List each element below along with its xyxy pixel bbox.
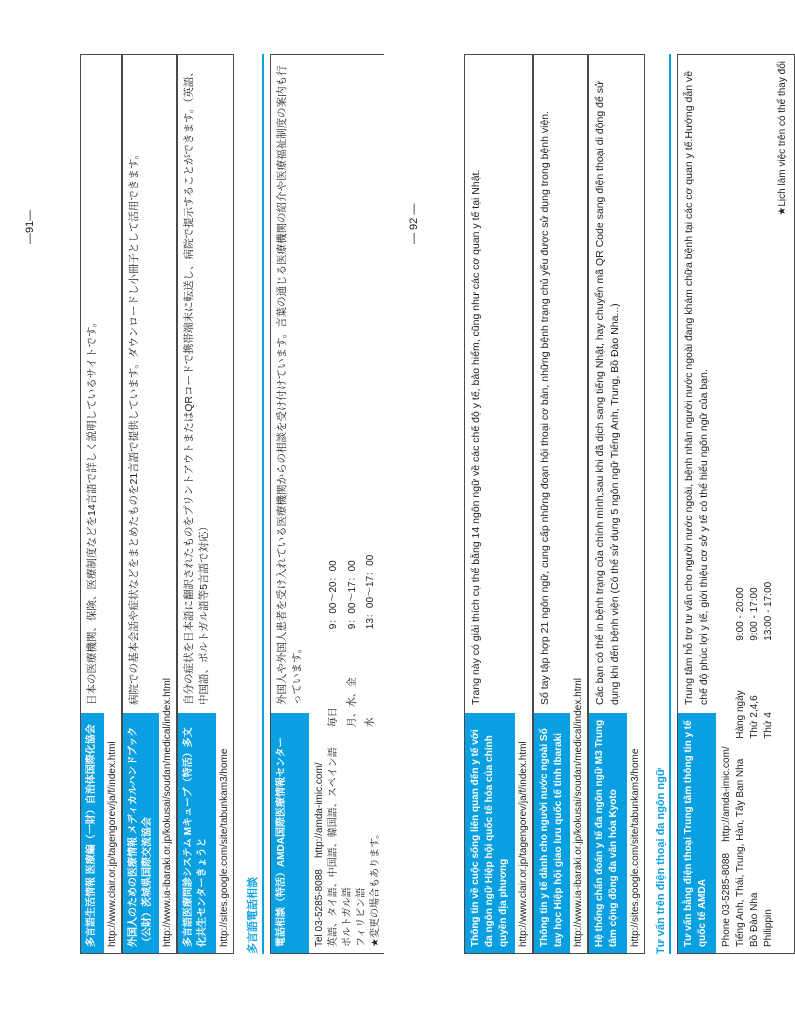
info-row-url[interactable]: http://www.clair.or.jp/tagengorev/ja/f/index.html — [104, 54, 122, 954]
info-row-title: 多言語生活情報 医療編（一財）自治体国際化協会 — [81, 713, 104, 953]
change-note: ★Lịch làm việc trên có thể thay đổi — [777, 61, 788, 216]
hours-time: 9:00 - 20:00 — [735, 587, 746, 641]
hours-days: Thứ 4 — [763, 712, 774, 739]
section-title: 多言語電話相談 — [244, 54, 264, 954]
hours-time: 9:00 - 17:00 — [749, 587, 760, 641]
contact-url[interactable]: http://amda-imic.com/ — [314, 762, 325, 859]
info-row-title: Thông tin y tế dành cho người nước ngoài Sổ tay học Hiệp hội giao lưu quốc tế tỉnh Ibaraki — [534, 713, 570, 953]
info-row-description: 病院での基本会話や症状などをまとめたものを21言語で提供しています。ダウンロードし小冊子として活用できます。 — [128, 149, 140, 705]
contact-block — [309, 54, 388, 954]
info-row-title: Hệ thống chẩn đoán y tế đa ngôn ngữ M3 Trung tâm cộng đồng đa văn hóa Kyoto — [589, 713, 627, 953]
hours-days: 水 — [365, 717, 377, 728]
info-row — [464, 54, 515, 954]
hours-table — [734, 541, 776, 739]
japanese-page — [0, 0, 384, 1024]
info-row — [177, 54, 216, 954]
info-row — [122, 54, 159, 954]
info-row-title: Thông tin về cuộc sống liên quan đến y tế với đa ngôn ngữ Hiệp hội quốc tế hóa của chính quyền địa phương — [465, 713, 515, 953]
section-title: Tư vấn trên điện thoại đa ngôn ngữ — [655, 54, 671, 954]
info-row-description: Các bạn có thể in bệnh trạng của chính mình,sau khi đã dịch sang tiếng Nhật, hay chuyển mã QR Code sang điện thoại di động để sử dụng khi đến bệnh viện (Có thể sử dụng 5 ngôn ngữ Tiếng Anh, Trung, Bồ Đào Nha...) — [594, 80, 621, 705]
info-row-description: Sổ tay tập hợp 21 ngôn ngữ, cung cấp những đoạn hội thoại cơ bản, những bệnh trạng chủ yếu được sử dụng trong bệnh viện. — [539, 110, 551, 705]
hours-days: 月、水、金 — [346, 677, 358, 728]
hours-time: 9：00～17：00 — [346, 560, 358, 630]
languages-line: Tiếng Anh, Thái, Trung, Hàn, Tây Ban Nha — [735, 758, 746, 947]
hours-days: 毎日 — [328, 707, 339, 728]
phone-consult-row — [677, 54, 716, 954]
phone-consult-title: 電話相談（特活）AMDA国際医療情報センター — [271, 713, 309, 953]
hours-table — [327, 529, 383, 727]
info-row-url[interactable]: http://sites.google.com/site/tabunkam3/home — [216, 54, 234, 954]
page-number: — 92 — — [408, 203, 420, 244]
contact-url[interactable]: http://amda-imic.com/ — [721, 746, 732, 842]
info-row-description: 日本の医療機関、保険、医療制度などを14言語で詳しく説明しているサイトです。 — [86, 316, 98, 705]
page-number: —91— — [24, 209, 36, 244]
info-row-title: 多言語医療問診システム Mキューブ（特活）多文化共生センターきょうと — [178, 713, 216, 953]
info-row — [80, 54, 104, 954]
vietnamese-page-content — [464, 54, 788, 954]
phone-number[interactable]: Phone 03-5285-8088 — [721, 853, 732, 947]
info-row — [533, 54, 570, 954]
languages-line: ポルトガル語 — [342, 887, 353, 947]
phone-consult-description: Trung tâm hỗ trợ tư vấn cho người nước ngoài, bệnh nhân người nước ngoài đang khám chữa bệnh tại các cơ quan y tế.Hướng dẫn về chế độ phúc lợi y tế, giới thiệu cơ sở y tế có thể hiểu ngôn ngữ của bạn. — [683, 70, 710, 705]
phone-consult-description: 外国人や外国人患者を受け入れている医療機関からの相談を受け付けています。言葉の通じる医療機関の紹介や医療福祉制度の案内も行っています。 — [276, 65, 303, 705]
info-row-description: 自分の症状を日本語に翻訳されたものをプリントアウトまたはQRコードで携帯端末に転送し、病院で提示することができます。（英語、中国語、ポルトガル語等5言語で対応） — [183, 66, 210, 705]
languages-line: Philippin — [763, 909, 774, 947]
phone-consult-title: Tư vấn bằng điện thoại Trung tâm thông tin y tế quốc tế AMDA — [678, 713, 716, 953]
vietnamese-page — [384, 0, 788, 1024]
hours-time: 9：00～20：00 — [328, 560, 339, 630]
languages-line: 英語、タイ語、中国語、韓国語、スペイン語 — [328, 747, 339, 947]
hours-days: Hàng ngày — [735, 690, 746, 739]
info-row-url[interactable]: http://www.clair.or.jp/tagengorev/ja/f/index.html — [515, 54, 533, 954]
hours-time: 13：00～17：00 — [365, 554, 377, 630]
info-row-description: Trang này có giải thích cụ thể bằng 14 ngôn ngữ về các chế độ y tế, bảo hiểm, cũng như các cơ quan y tế tại Nhật. — [470, 169, 482, 705]
hours-days: Thứ 2,4,6 — [749, 695, 760, 739]
info-row — [588, 54, 627, 954]
info-row-title: 外国人のための医療情報 メディカルハンドブック（公財）茨城県国際交流協会 — [123, 713, 159, 953]
info-row-url[interactable]: http://sites.google.com/site/tabunkam3/home — [627, 54, 645, 954]
hours-time: 13:00 - 17:00 — [763, 581, 774, 641]
contact-block — [716, 54, 795, 954]
phone-number[interactable]: Tel 03-5285-8088 — [314, 869, 325, 947]
info-row-url[interactable]: http://www.ia-ibaraki.or.jp/kokusai/soudan/medical/index.html — [570, 54, 588, 954]
languages-line: フィリピン語 — [356, 887, 367, 947]
info-row-url[interactable]: http://www.ia-ibaraki.or.jp/kokusai/soudan/medical/index.html — [159, 54, 177, 954]
japanese-page-content — [80, 54, 381, 954]
languages-line: Bồ Đào Nha — [749, 892, 760, 947]
phone-consult-row — [270, 54, 309, 954]
change-note: ★変更の場合もあります。 — [370, 828, 381, 947]
